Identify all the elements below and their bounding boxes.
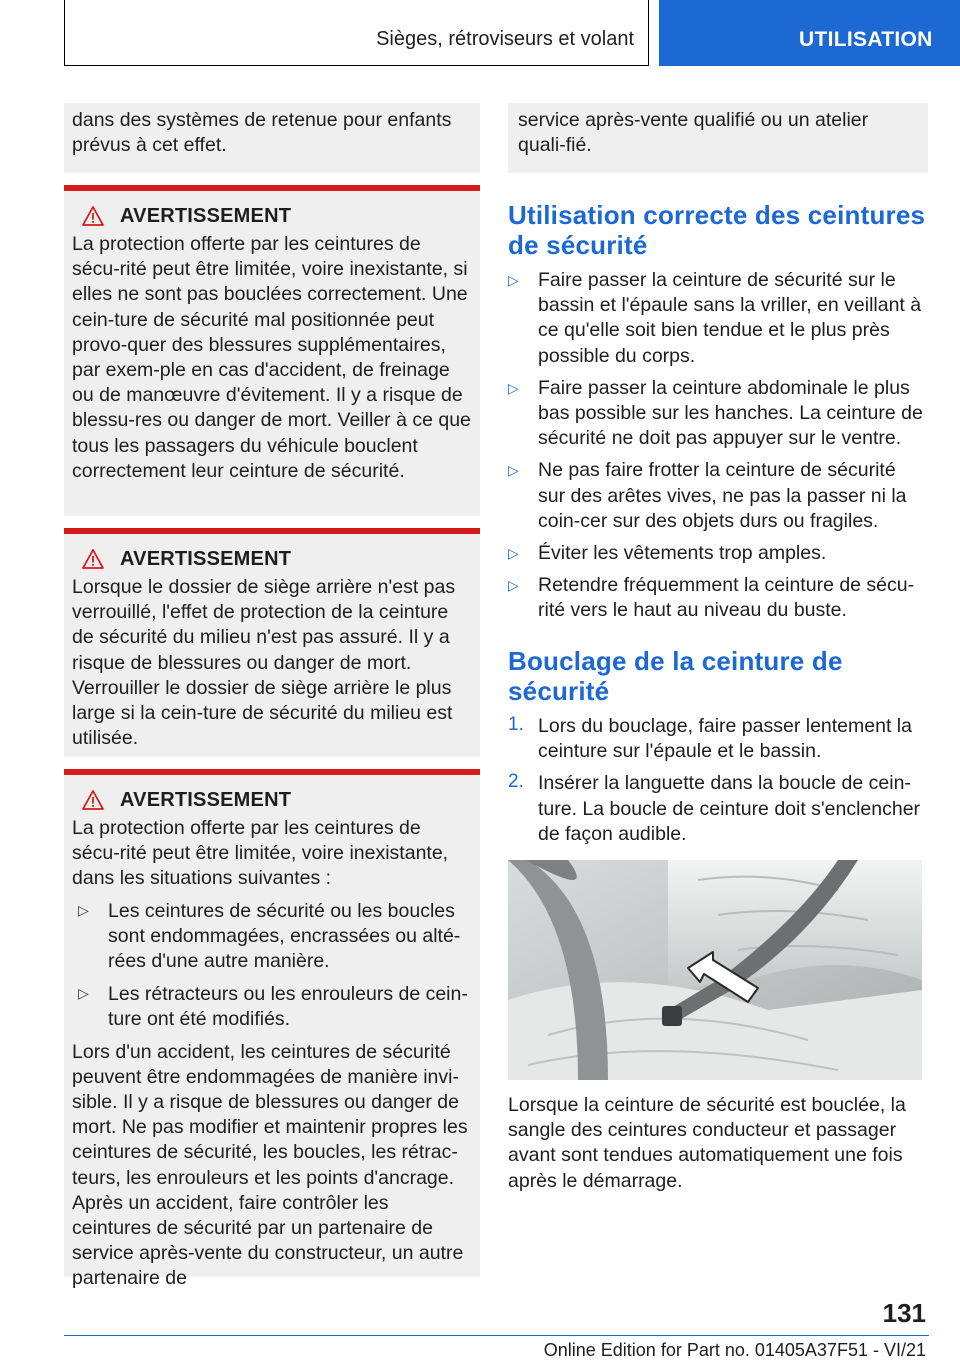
list-item bbox=[72, 898, 472, 975]
bullet-triangle-icon: ▷ bbox=[78, 901, 89, 918]
section-heading: Utilisation correcte des ceintures de sécurité bbox=[508, 200, 926, 260]
warning-intro: La protection offerte par les ceintures de sécu-rité peut être limitée, voire inexistante, dans les situations suivantes : bbox=[72, 817, 449, 890]
list-item bbox=[508, 714, 928, 764]
list-item bbox=[508, 573, 928, 623]
page-number: 131 bbox=[882, 1298, 926, 1328]
list-item bbox=[72, 981, 472, 1032]
list-item-text: Les ceintures de sécurité ou les boucles sont endommagées, encrassées ou alté-rées d'une autre manière. bbox=[108, 899, 461, 973]
warning-title-row bbox=[72, 201, 472, 231]
header-section-title: Sièges, rétroviseurs et volant bbox=[376, 28, 634, 50]
warning-title: AVERTISSEMENT bbox=[120, 788, 292, 811]
list-item-text: Les rétracteurs ou les enrouleurs de cein-ture ont été modifiés. bbox=[108, 983, 468, 1031]
list-item bbox=[508, 268, 928, 369]
list-item-text: Insérer la languette dans la boucle de cein-ture. La boucle de ceinture doit s'enclencher de façon audible. bbox=[538, 772, 921, 845]
warning-title: AVERTISSEMENT bbox=[120, 547, 292, 570]
warning-body: Lorsque le dossier de siège arrière n'est pas verrouillé, l'effet de protection de la ceinture de sécurité du milieu n'est pas assuré. Il y a risque de blessures ou danger de mort. Verrouiller le dossier de siège arrière le plus large si la cein-ture de sécurité du milieu est utilisée. bbox=[72, 576, 456, 750]
bullet-triangle-icon: ▷ bbox=[508, 545, 519, 562]
list-item-text: Retendre fréquemment la ceinture de sécu-rité vers le haut au niveau du buste. bbox=[538, 574, 915, 622]
warning-triangle-icon bbox=[82, 790, 104, 810]
warning-bullet-list bbox=[72, 898, 472, 1033]
warning-box-3 bbox=[64, 769, 480, 1290]
bullet-triangle-icon: ▷ bbox=[508, 462, 519, 479]
step-number: 1. bbox=[508, 714, 524, 735]
continued-note-right-text: service après-vente qualifié ou un atelier quali-fié. bbox=[518, 109, 869, 157]
header-chapter-label: UTILISATION bbox=[799, 28, 933, 51]
warning-triangle-icon bbox=[82, 206, 104, 226]
warning-title-row bbox=[72, 544, 472, 574]
list-item bbox=[508, 376, 928, 452]
warning-body: La protection offerte par les ceintures de sécu-rité peut être limitée, voire inexistante, si elles ne sont pas bouclées correctement. Une cein-ture de sécurité mal positionnée peut provo-quer des blessures supplémentaires, par exem-ple en cas d'accident, de freinage ou de manœuvre d'évitement. Il y a risque de blessu-res ou danger de mort. Veiller à ce que tous les passagers du véhicule bouclent correctement leur ceinture de sécurité. bbox=[72, 233, 471, 482]
list-item bbox=[508, 458, 928, 534]
photo-caption-text: Lorsque la ceinture de sécurité est bouclée, la sangle des ceintures conducteur et passager avant sont tendues automatiquement une fois après le démarrage. bbox=[508, 1094, 906, 1192]
list-item-text: Ne pas faire frotter la ceinture de sécurité sur des arêtes vives, ne pas la passer ni la coin-cer sur des objets durs ou fragiles. bbox=[538, 459, 907, 532]
continued-note-left-text: dans des systèmes de retenue pour enfants prévus à cet effet. bbox=[72, 109, 452, 157]
photo-caption bbox=[508, 1093, 928, 1194]
footer-divider bbox=[64, 1335, 929, 1336]
correct-use-list bbox=[508, 268, 928, 624]
list-item-text: Lors du bouclage, faire passer lentement la ceinture sur l'épaule et le bassin. bbox=[538, 715, 912, 763]
warning-title-row bbox=[72, 785, 472, 815]
section-buckling bbox=[508, 646, 928, 854]
footer-edition: Online Edition for Part no. 01405A37F51 - VI/21 bbox=[543, 1340, 926, 1360]
bullet-triangle-icon: ▷ bbox=[508, 379, 519, 396]
bullet-triangle-icon: ▷ bbox=[508, 272, 519, 288]
continued-note-left bbox=[64, 103, 480, 173]
header-section-box bbox=[64, 0, 649, 66]
warning-triangle-icon bbox=[82, 549, 104, 569]
list-item bbox=[508, 541, 928, 566]
seatbelt-illustration bbox=[508, 860, 922, 1080]
list-item-text: Faire passer la ceinture de sécurité sur le bassin et l'épaule sans la vriller, en veillant à ce qu'elle soit bien tendue et le plus près possible du corps. bbox=[538, 269, 922, 367]
warning-title: AVERTISSEMENT bbox=[120, 204, 292, 227]
section-heading: Bouclage de la ceinture de sécurité bbox=[508, 646, 843, 706]
warning-body: Lors d'un accident, les ceintures de sécurité peuvent être endommagées de manière invi-sible. Il y a risque de blessures ou danger de mort. Ne pas modifier et maintenir propres les ceintures de sécurité, les boucles, les rétrac-teurs, les enrouleurs et les points d'ancrage. Après un accident, faire contrôler les ceintures de sécurité par un partenaire de service après-vente du constructeur, un autre partenaire de bbox=[72, 1040, 468, 1290]
continued-note-right bbox=[508, 103, 928, 173]
step-number: 2. bbox=[508, 771, 524, 793]
buckling-steps bbox=[508, 714, 928, 847]
warning-box-2 bbox=[64, 528, 480, 757]
list-item-text: Éviter les vêtements trop amples. bbox=[538, 542, 827, 565]
seatbelt-buckle-photo bbox=[508, 860, 922, 1080]
warning-box-1 bbox=[64, 185, 480, 516]
list-item-text: Faire passer la ceinture abdominale le plus bas possible sur les hanches. La ceinture de sécurité ne doit pas appuyer sur le ventre. bbox=[538, 376, 923, 450]
section-correct-use bbox=[508, 200, 928, 631]
bullet-triangle-icon: ▷ bbox=[508, 577, 519, 594]
header-chapter-tab[interactable] bbox=[659, 0, 960, 66]
list-item bbox=[508, 771, 928, 847]
bullet-triangle-icon: ▷ bbox=[78, 985, 89, 1002]
